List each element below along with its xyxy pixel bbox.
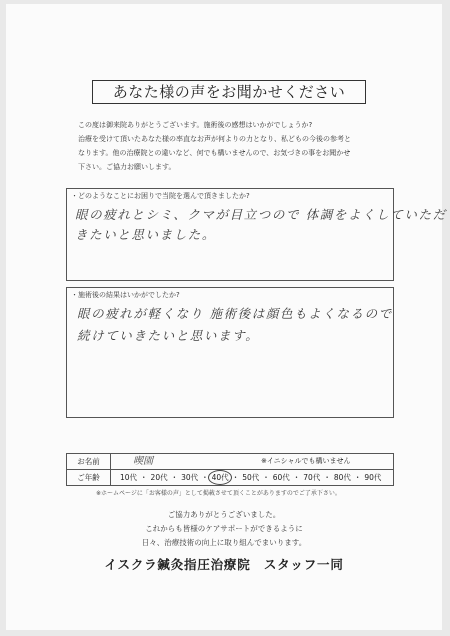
question-1-answer-line: きたいと思いました。 bbox=[75, 227, 217, 242]
age-options: 10代 ・ 20代 ・ 30代 ・ 40代 ・ 50代 ・ 60代 ・ 70代 ・ 80代 ・ 90代 bbox=[119, 470, 382, 485]
name-value: 喫園 bbox=[133, 456, 153, 467]
footnote: ※ホームページに「お客様の声」として掲載させて頂くことがありますのでご了承下さい。 bbox=[96, 490, 341, 497]
question-2-answer-line: 続けていきたいと思います。 bbox=[77, 328, 260, 343]
page-title: あなた様の声をお聞かせください bbox=[92, 80, 366, 104]
clinic-name: イスクラ鍼灸指圧治療院 スタッフ一同 bbox=[104, 557, 344, 572]
name-note: ※イニシャルでも構いません bbox=[261, 457, 351, 465]
intro-line: 治療を受けて頂いたあなた様の率直なお声が何よりの力となり、私どもの今後の参考と bbox=[78, 135, 351, 143]
question-1-label: ・どのようなことにお困りで当院を選んで頂きましたか? bbox=[71, 192, 250, 200]
age-option-70: 70代 bbox=[303, 473, 321, 482]
survey-sheet bbox=[6, 4, 447, 630]
age-label: ご年齢 bbox=[67, 470, 111, 485]
age-option-40-selected: 40代 bbox=[211, 470, 230, 485]
thanks-line: 日々、治療技術の向上に取り組んでまいります。 bbox=[141, 538, 307, 547]
question-2-answer-line: 眼の疲れが軽くなり 施術後は顔色もよくなるので bbox=[77, 306, 393, 321]
age-option-10: 10代 bbox=[120, 473, 138, 482]
name-label: お名前 bbox=[67, 454, 111, 469]
age-option-60: 60代 bbox=[272, 473, 290, 482]
question-1-answer-line: 眼の疲れとシミ、クマが目立つので 体調をよくしていただ bbox=[75, 207, 447, 222]
thanks-line: ご協力ありがとうございました。 bbox=[167, 510, 281, 519]
question-2-label: ・施術後の結果はいかがでしたか? bbox=[71, 291, 180, 299]
age-option-80: 80代 bbox=[333, 473, 351, 482]
age-option-30: 30代 bbox=[181, 473, 199, 482]
age-field bbox=[66, 469, 394, 486]
age-option-50: 50代 bbox=[242, 473, 260, 482]
age-option-20: 20代 bbox=[150, 473, 168, 482]
intro-text bbox=[78, 118, 378, 174]
question-2-box bbox=[66, 287, 394, 418]
question-1-box bbox=[66, 188, 447, 281]
intro-line: 下さい。ご協力お願いします。 bbox=[78, 163, 176, 171]
name-field bbox=[66, 453, 394, 470]
age-option-90: 90代 bbox=[364, 473, 382, 482]
thanks-line: これからも皆様のケアサポートができるように bbox=[145, 524, 303, 533]
intro-line: なります。他の治療院との違いなど、何でも構いませんので、お気づきの事をお聞かせ bbox=[78, 149, 351, 157]
intro-line: この度は御来院ありがとうございます。施術後の感想はいかがでしょうか? bbox=[78, 121, 313, 129]
